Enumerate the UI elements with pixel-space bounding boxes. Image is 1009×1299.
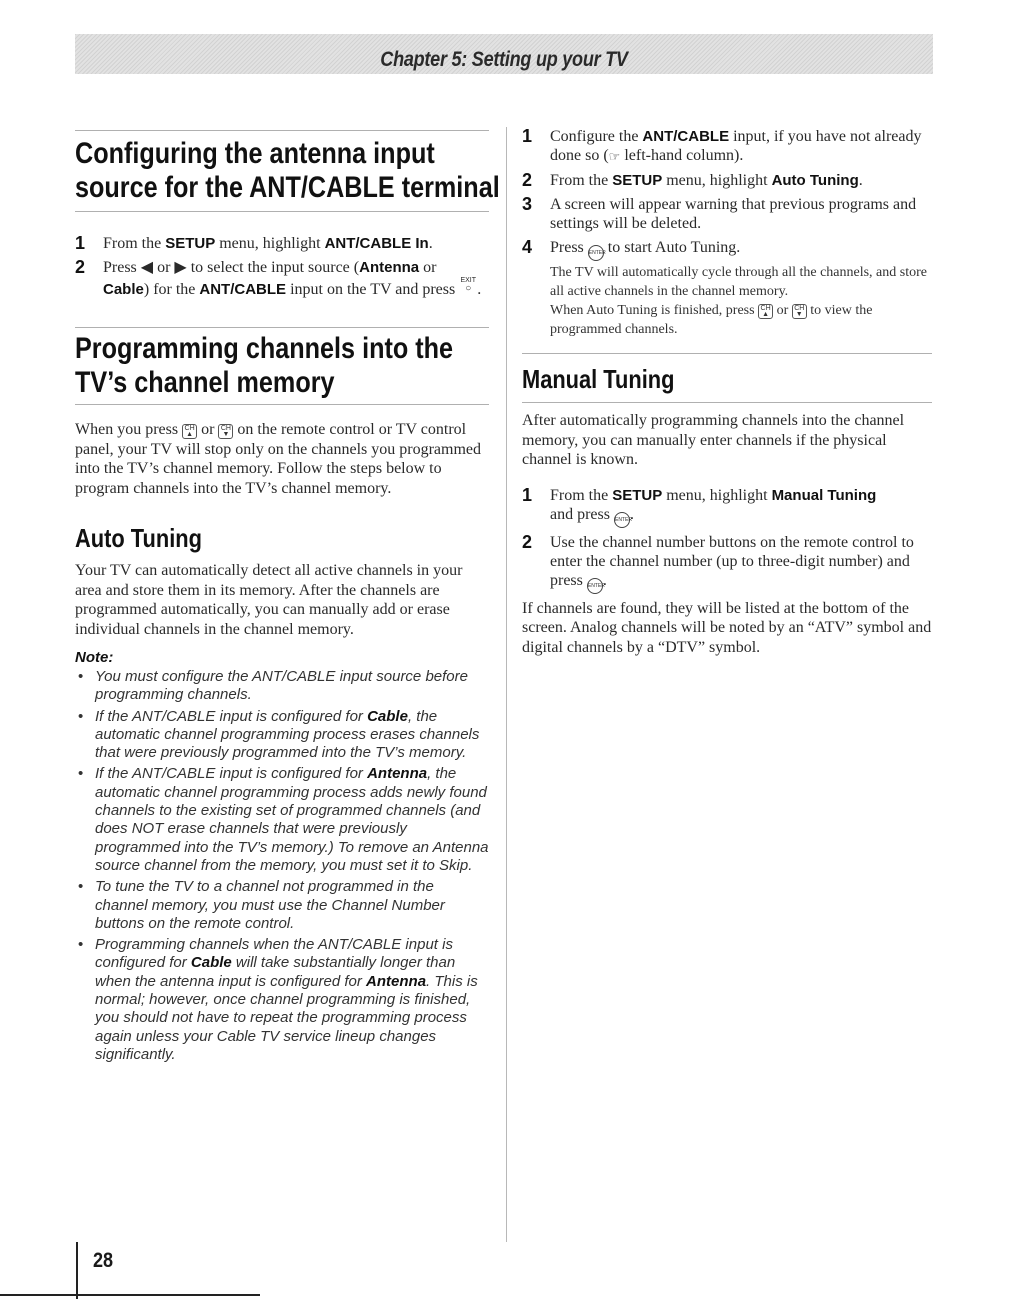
enter-button-icon: ENTER	[588, 245, 604, 261]
step-item	[522, 171, 932, 190]
chapter-header-bar	[75, 34, 933, 74]
step-item	[522, 486, 932, 528]
channel-down-icon: CH ▼	[792, 304, 807, 319]
note-list	[75, 668, 489, 1064]
step-text: From the SETUP menu, highlight Auto Tuning.	[550, 172, 863, 189]
manual-tuning-results: If channels are found, they will be listed at the bottom of the screen. Analog channels will be noted by an “ATV” symbol and digital channels by a “DTV” symbol.	[522, 599, 932, 656]
reference-pointer-icon: ☞	[608, 149, 621, 164]
step-item	[75, 234, 489, 253]
section-bottom-rule	[75, 404, 489, 405]
manual-tuning-heading: Manual Tuning	[522, 364, 675, 394]
step-number: 2	[522, 531, 533, 552]
right-column	[522, 127, 932, 657]
list-item: • Programming channels when the ANT/CABLE input is configured for Cable will take substantially longer than when the antenna input is configured for Antenna. This is normal; however, once channel programming is finished, you should not have to repeat the programming process again unless your Cable TV service lineup changes significantly.	[75, 936, 489, 1064]
step-text: A screen will appear warning that previous programs and settings will be deleted.	[550, 196, 917, 232]
step-number: 2	[75, 257, 86, 277]
step-text: Use the channel number buttons on the remote control to enter the channel number (up to three-digit number) and press ENTER.	[550, 533, 932, 594]
exit-button-icon: EXIT ○	[460, 277, 477, 294]
step-text: From the SETUP menu, highlight Manual Tuning and press ENTER.	[550, 486, 876, 528]
programming-section-heading	[75, 332, 489, 400]
step-item	[522, 533, 932, 594]
step-number: 3	[522, 194, 533, 214]
antenna-heading-line2: source for the ANT/CABLE terminal	[75, 171, 500, 204]
section-bottom-rule	[75, 211, 489, 212]
manual-steps	[522, 486, 932, 594]
section-top-rule	[522, 353, 932, 354]
step-item	[522, 238, 932, 339]
enter-button-icon: ENTER	[587, 578, 603, 594]
antenna-steps	[75, 234, 489, 299]
page-number: 28	[93, 1249, 114, 1272]
step-text: Press ENTER to start Auto Tuning. The TV will automatically cycle through all the channels, and store all active channels in the channel memory. When Auto Tuning is finished, press CH ▲ or CH ▼ to view the programmed channels.	[550, 238, 932, 339]
note-label: Note:	[75, 649, 114, 666]
antenna-heading-line1: Configuring the antenna input	[75, 137, 435, 170]
footer-rule	[0, 1294, 260, 1296]
section-top-rule	[75, 130, 489, 131]
auto-tuning-paragraph: Your TV can automatically detect all active channels in your area and store them in its memory. After the channels are programmed automatically, you can manually add or erase individual channels in the channel memory.	[75, 562, 463, 638]
step-item	[75, 258, 489, 299]
list-item: • If the ANT/CABLE input is configured for Antenna, the automatic channel programming process adds newly found channels to the existing set of programmed channels (and does NOT erase channels that were previously programmed into the TV’s memory.) To remove an Antenna source channel from the memory, you must set it to Skip.	[75, 765, 489, 875]
enter-button-icon: ENTER	[614, 512, 630, 528]
channel-down-icon: CH ▼	[218, 424, 233, 439]
column-divider	[506, 127, 507, 1242]
manual-tuning-paragraph: After automatically programming channels into the channel memory, you can manually enter channels if the physical channel is known.	[522, 412, 905, 468]
step-number: 1	[75, 233, 86, 253]
step-number: 1	[522, 126, 533, 146]
channel-up-icon: CH ▲	[182, 424, 197, 439]
section-bottom-rule	[522, 402, 932, 403]
programming-paragraph: When you press CH ▲ or CH ▼ on the remote control or TV control panel, your TV will stop only on the channels you programmed into the TV’s channel memory. Follow the steps below to program channels into the TV’s channel memory.	[75, 421, 482, 497]
page-number-rule	[76, 1242, 78, 1299]
section-top-rule	[75, 327, 489, 328]
left-column	[75, 130, 500, 1067]
step-text: Configure the ANT/CABLE input, if you have not already done so (☞ left-hand column).	[550, 128, 922, 164]
auto-tuning-heading: Auto Tuning	[75, 523, 202, 553]
list-item: • You must configure the ANT/CABLE input source before programming channels.	[75, 668, 489, 705]
step-number: 2	[522, 170, 533, 190]
step-item	[522, 195, 932, 233]
channel-up-icon: CH ▲	[758, 304, 773, 319]
programming-heading-line1: Programming channels into the	[75, 332, 454, 365]
programming-heading-line2: TV’s channel memory	[75, 366, 335, 399]
list-item: • If the ANT/CABLE input is configured for Cable, the automatic channel programming process erases channels that were previously programmed into the TV’s memory.	[75, 708, 489, 763]
step-number: 4	[522, 237, 533, 257]
list-item: • To tune the TV to a channel not programmed in the channel memory, you must use the Channel Number buttons on the remote control.	[75, 878, 489, 933]
step-text: From the SETUP menu, highlight ANT/CABLE In.	[103, 235, 433, 252]
auto-tuning-detail: The TV will automatically cycle through all the channels, and store all active channels in the channel memory.	[550, 265, 927, 299]
auto-tuning-finish: When Auto Tuning is finished, press CH ▲ or CH ▼ to view the programmed channels.	[550, 303, 873, 337]
step-text: Press ◀ or ▶ to select the input source (Antenna or Cable) for the ANT/CABLE input on the TV and press EXIT ○ .	[103, 259, 482, 298]
step-number: 1	[522, 484, 533, 505]
chapter-title: Chapter 5: Setting up your TV	[380, 48, 628, 71]
step-item	[522, 127, 932, 166]
antenna-section-heading	[75, 137, 500, 205]
